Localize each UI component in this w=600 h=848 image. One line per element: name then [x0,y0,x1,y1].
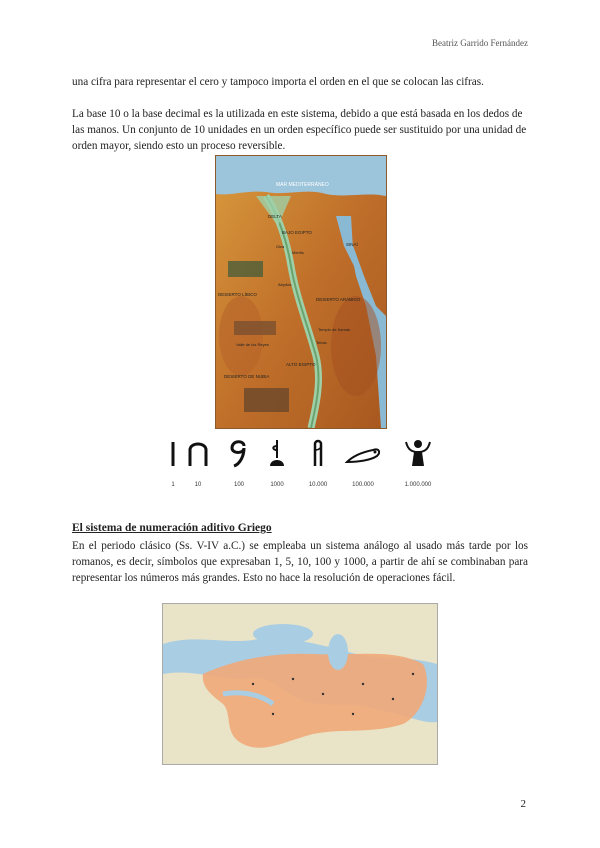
section-title-greek: El sistema de numeración aditivo Griego [72,522,272,534]
map-label-valley-kings: Valle de los Reyes [236,342,269,347]
paragraph-greek-system: En el periodo clásico (Ss. V-IV a.C.) se empleaba un sistema análogo al usado más tarde por los romanos, es decir, símbolos que expresaban 1, 5, 10, 100 y 1000, a partir de ahí se combinaban para representar los números más grandes. Esto no hace la resolución de operaciones fácil. [72,540,528,584]
page-number: 2 [520,798,526,810]
numeral-label: 1000 [270,482,284,488]
map-sea-label: MAR MEDITERRÁNEO [276,182,329,188]
finger-icon [303,436,333,472]
numeral-label: 1 [171,482,175,488]
map-label-nubian-desert: DESIERTO DE NUBIA [224,374,270,379]
empire-map-image [162,603,438,765]
tadpole-icon [343,436,383,472]
numeral-million [393,436,443,492]
map-label-libyan-desert: DESIERTO LÍBICO [218,292,257,297]
lotus-icon [262,436,292,472]
page-header-author: Beatriz Garrido Fernández [432,38,528,48]
map-label-abydos: Abydos [278,282,292,287]
map-label-upper-egypt: ALTO EGIPTO [286,362,316,367]
map-label-giza: Giza [276,244,285,249]
numeral-label: 10.000 [308,482,328,488]
map-label-sinai: SINAÍ [346,242,358,247]
map-label-arabian-desert: DESIERTO ARÁBIGO [316,297,361,302]
numeral-ten-thousand [293,436,343,492]
numeral-label: 1.000.000 [404,482,432,488]
numeral-label: 100 [233,482,244,488]
numeral-label: 10 [194,482,202,488]
egyptian-numerals-figure [148,436,448,492]
egypt-map-image [215,155,387,429]
map-label-karnak: Templo de Karnak [318,327,351,332]
map-label-delta: DELTA [268,214,282,219]
coil-rope-icon [224,436,254,472]
heh-god-icon [400,436,436,472]
numeral-label: 100.000 [352,482,374,488]
map-label-lower-egypt: BAJO EGIPTO [282,230,312,235]
paragraph-base-ten: La base 10 o la base decimal es la utilizada en este sistema, debido a que está basada en los dedos de las manos. Un conjunto de 10 unidades en un orden específico puede ser sustituido por una unidad de orden mayor, siendo esto un proceso reversible. [72,108,527,152]
map-label-thebes: Tebas [316,340,327,345]
numeral-hundred-thousand [338,436,388,492]
map-label-memphis: Menfis [292,250,304,255]
paragraph-intro: una cifra para representar el cero y tampoco importa el orden en el que se colocan las cifras. [72,76,484,88]
heel-bone-icon [183,436,213,472]
